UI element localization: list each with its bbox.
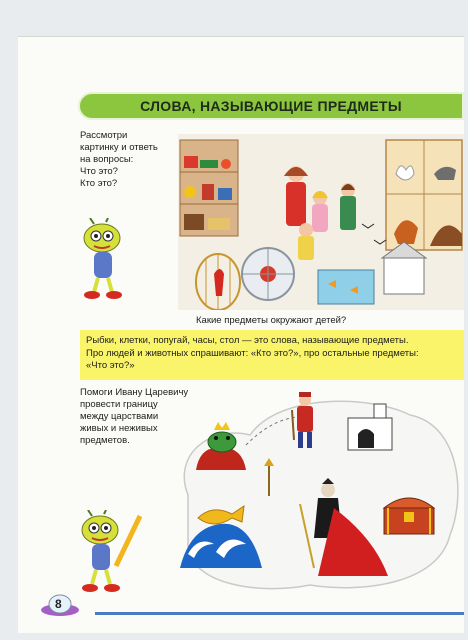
goldfish-wave-icon bbox=[178, 494, 264, 570]
illustration-caption: Какие предметы окружают детей? bbox=[196, 315, 347, 326]
section-title-banner bbox=[78, 92, 464, 120]
page-number: 8 bbox=[55, 597, 62, 611]
section-title: СЛОВА, НАЗЫВАЮЩИЕ ПРЕДМЕТЫ bbox=[140, 98, 402, 114]
footer-line bbox=[95, 612, 464, 615]
koschei-icon bbox=[294, 478, 390, 576]
task-2-text: Помоги Ивану Царевичу провести границу между царствами живых и неживых предметов. bbox=[80, 387, 189, 446]
frog-prince-icon bbox=[192, 418, 250, 474]
alien-character-icon bbox=[76, 218, 132, 300]
alien-with-pencil-icon bbox=[72, 510, 148, 594]
rule-highlight-box bbox=[80, 330, 464, 380]
page-number-badge bbox=[40, 594, 80, 618]
arrow-icon bbox=[262, 458, 276, 496]
rule-text: Рыбки, клетки, попугай, часы, стол — это слова, называющие предметы. Про людей и животных спрашивают: «Кто это?», про остальные предметы: «Что это?» bbox=[86, 335, 419, 371]
treasure-chest-icon bbox=[382, 492, 436, 536]
stove-icon bbox=[344, 402, 396, 452]
ivan-tsarevich-icon bbox=[288, 390, 322, 452]
pet-shop-illustration bbox=[178, 134, 464, 310]
task-1-text: Рассмотри картинку и ответь на вопросы: Что это? Кто это? bbox=[80, 130, 158, 189]
